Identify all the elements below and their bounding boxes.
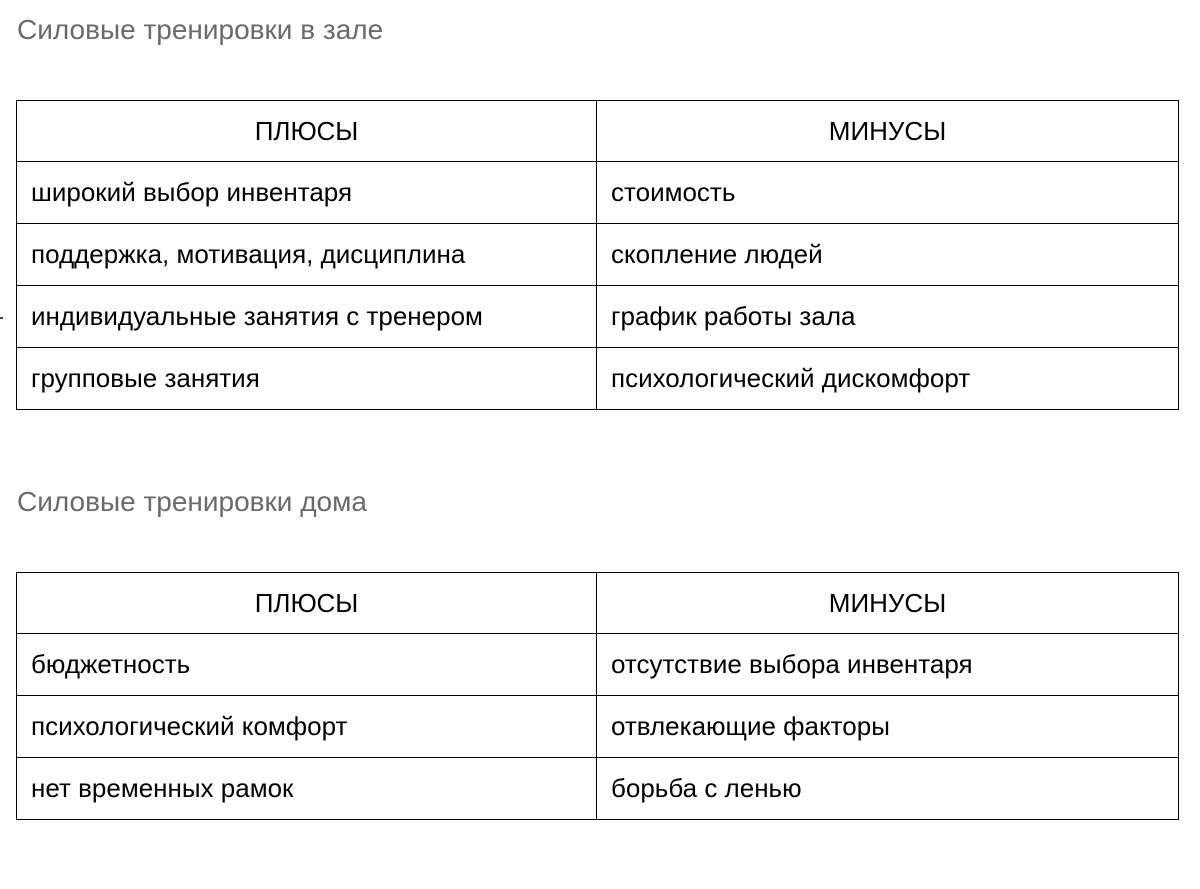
table-row — [17, 758, 1179, 820]
table-row — [17, 162, 1179, 224]
table-row — [17, 286, 1179, 348]
con-cell: график работы зала — [597, 286, 1179, 348]
con-cell: борьба с ленью — [597, 758, 1179, 820]
con-cell: отсутствие выбора инвентаря — [597, 634, 1179, 696]
con-cell: психологический дискомфорт — [597, 348, 1179, 410]
table-row — [17, 696, 1179, 758]
pros-header: ПЛЮСЫ — [17, 101, 597, 162]
con-cell: скопление людей — [597, 224, 1179, 286]
pros-header: ПЛЮСЫ — [17, 573, 597, 634]
pro-cell: широкий выбор инвентаря — [17, 162, 597, 224]
cons-header: МИНУСЫ — [597, 573, 1179, 634]
margin-marker — [0, 317, 3, 319]
con-cell: стоимость — [597, 162, 1179, 224]
section-title-gym: Силовые тренировки в зале — [17, 14, 384, 45]
section-title-home: Силовые тренировки дома — [17, 486, 367, 517]
pro-cell: поддержка, мотивация, дисциплина — [17, 224, 597, 286]
con-cell: отвлекающие факторы — [597, 696, 1179, 758]
cons-header: МИНУСЫ — [597, 101, 1179, 162]
table-row — [17, 224, 1179, 286]
table-row — [17, 634, 1179, 696]
pro-cell: индивидуальные занятия с тренером — [17, 286, 597, 348]
pro-cell: нет временных рамок — [17, 758, 597, 820]
pros-cons-table-home — [16, 572, 1179, 820]
pros-cons-table-gym — [16, 100, 1179, 410]
pro-cell: групповые занятия — [17, 348, 597, 410]
table-header-row — [17, 573, 1179, 634]
pro-cell: бюджетность — [17, 634, 597, 696]
table-row — [17, 348, 1179, 410]
pro-cell: психологический комфорт — [17, 696, 597, 758]
table-header-row — [17, 101, 1179, 162]
